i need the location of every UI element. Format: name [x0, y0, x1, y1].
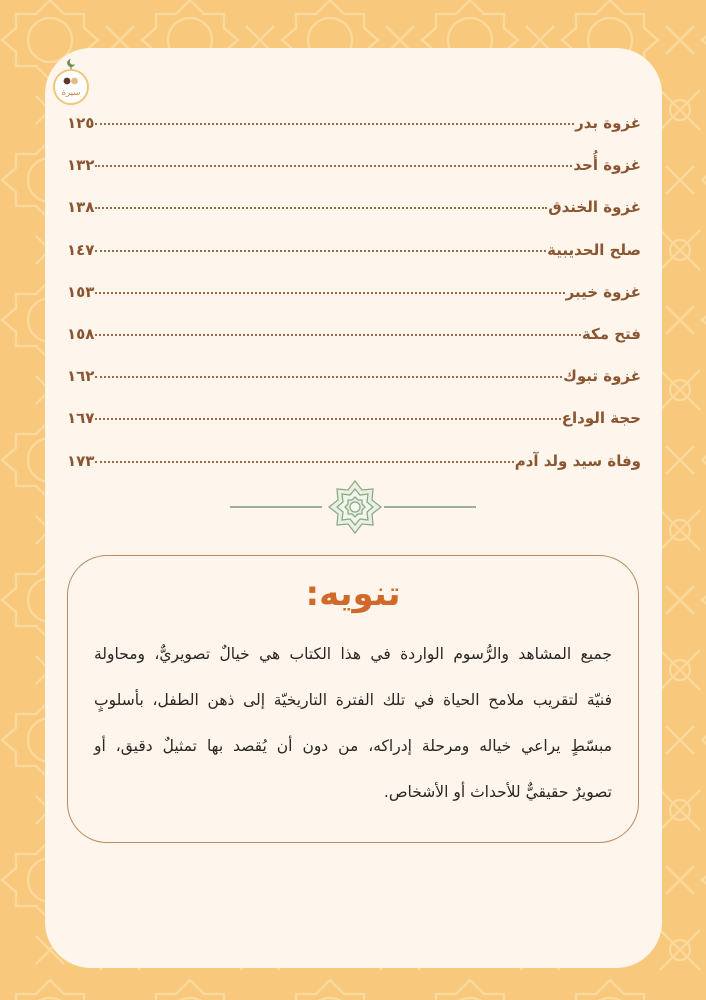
- toc-entry-title: حجة الوداع: [561, 409, 641, 428]
- ornamental-divider: [230, 480, 476, 534]
- notice-body: [94, 631, 612, 815]
- dot-leader: [95, 461, 513, 463]
- notice-title: تنويه:: [305, 574, 401, 614]
- toc-entry-title: فتح مكة: [581, 324, 641, 343]
- toc-entry-page: ١٧٣: [67, 451, 95, 470]
- page-card: [45, 48, 662, 968]
- dot-leader: [95, 165, 572, 167]
- octagram-ornament-icon: [328, 480, 382, 534]
- notice-line: فنيّة لتقريب ملامح الحياة في تلك الفترة التاريخيّة إلى ذهن الطفل، بأسلوبٍ: [94, 691, 612, 709]
- table-of-contents: [67, 114, 641, 494]
- dot-leader: [95, 123, 574, 125]
- crescent-badge-icon: [52, 56, 90, 106]
- toc-entry[interactable]: [67, 241, 641, 283]
- toc-entry-title: غزوة تبوك: [563, 367, 641, 386]
- toc-entry-page: ١٤٧: [67, 240, 95, 259]
- toc-entry-page: ١٦٢: [67, 367, 95, 386]
- logo: [52, 56, 90, 106]
- dot-leader: [95, 418, 560, 420]
- toc-entry-title: صلح الحديبية: [547, 240, 641, 259]
- toc-entry-page: ١٢٥: [67, 114, 95, 132]
- notice-box: [67, 555, 639, 843]
- toc-entry-page: ١٣٨: [67, 198, 95, 217]
- dot-leader: [95, 292, 564, 294]
- dot-leader: [95, 334, 580, 336]
- dot-leader: [95, 250, 546, 252]
- divider-line: [384, 506, 476, 508]
- toc-entry-page: ١٣٢: [67, 156, 95, 175]
- toc-entry[interactable]: [67, 156, 641, 198]
- toc-entry[interactable]: [67, 367, 641, 409]
- toc-entry[interactable]: [67, 114, 641, 156]
- toc-entry-title: غزوة أُحد: [573, 156, 641, 175]
- svg-text:سيرة: سيرة: [61, 88, 81, 98]
- dot-leader: [95, 376, 562, 378]
- notice-line: جميع المشاهد والرُّسوم الواردة في هذا الكتاب هي خيالٌ تصويريٌّ، ومحاولة: [94, 645, 612, 663]
- notice-line: مبسّطٍ يراعي خياله ومرحلة إدراكه، من دون أن يُقصد بها تمثيلٌ دقيق، أو: [94, 737, 612, 755]
- toc-entry-page: ١٥٨: [67, 324, 95, 343]
- toc-entry-page: ١٥٣: [67, 282, 95, 301]
- toc-entry-title: غزوة بدر: [575, 114, 641, 132]
- toc-entry[interactable]: [67, 325, 641, 367]
- toc-entry-page: ١٦٧: [67, 409, 95, 428]
- notice-line: تصويرٌ حقيقيٌّ للأحداث أو الأشخاص.: [383, 783, 612, 801]
- divider-line: [230, 506, 322, 508]
- toc-entry-title: غزوة خيبر: [565, 282, 641, 301]
- toc-entry-title: غزوة الخندق: [548, 198, 641, 217]
- toc-entry[interactable]: [67, 409, 641, 451]
- toc-entry-title: وفاة سيد ولد آدم: [514, 451, 641, 470]
- toc-entry[interactable]: [67, 198, 641, 240]
- dot-leader: [95, 207, 547, 209]
- toc-entry[interactable]: [67, 283, 641, 325]
